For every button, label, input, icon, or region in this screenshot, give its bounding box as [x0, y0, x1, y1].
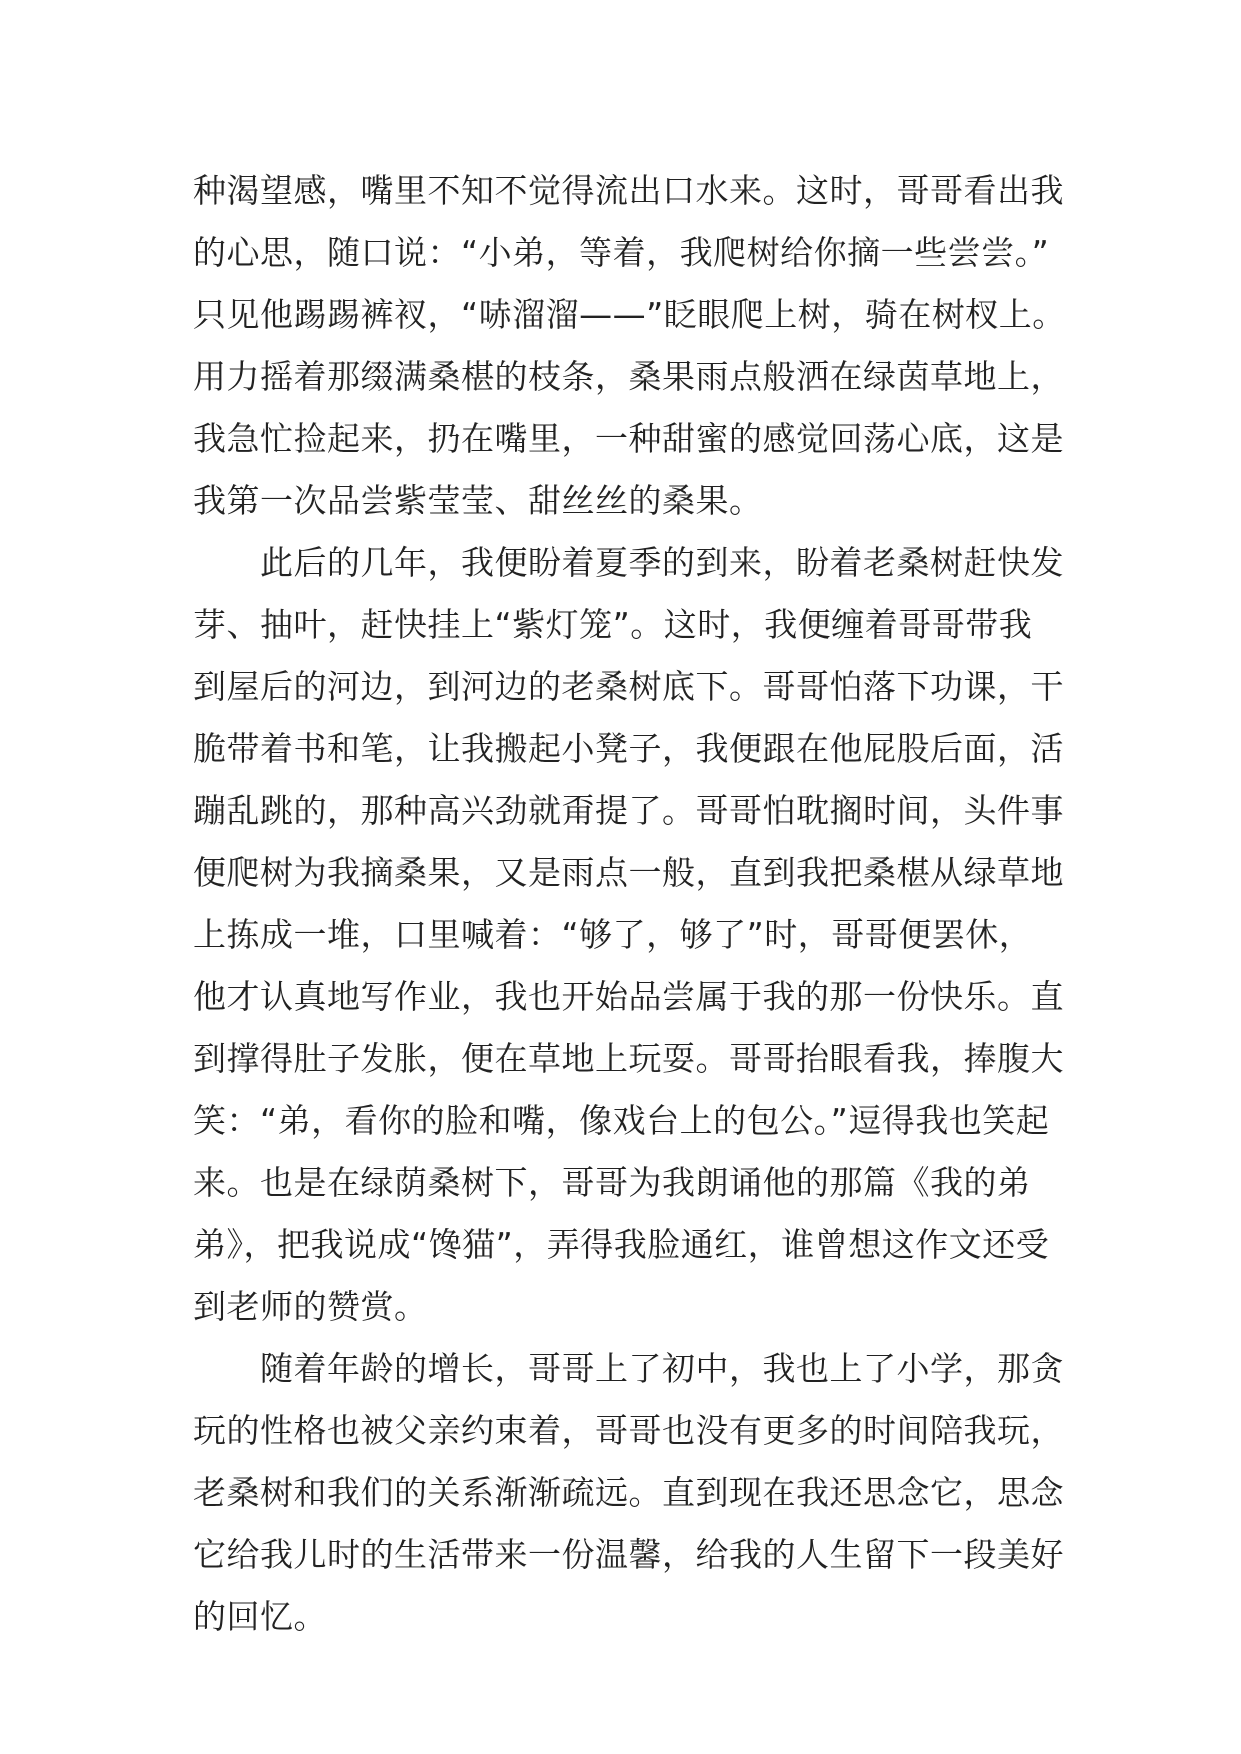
text-line: 芽、抽叶，赶快挂上“紫灯笼”。这时，我便缠着哥哥带我	[193, 605, 1033, 644]
text-line: 我急忙捡起来，扔在嘴里，一种甜蜜的感觉回荡心底，这是	[193, 419, 1064, 458]
text-line: 笑：“弟，看你的脸和嘴，像戏台上的包公。”逗得我也笑起	[193, 1101, 1050, 1140]
text-line: 到屋后的河边，到河边的老桑树底下。哥哥怕落下功课，干	[193, 667, 1064, 706]
text-line: 弟》，把我说成“馋猫”，弄得我脸通红，谁曾想这作文还受	[193, 1225, 1050, 1264]
text-line: 上拣成一堆，口里喊着：“够了，够了”时，哥哥便罢休，	[193, 915, 1033, 954]
text-line: 蹦乱跳的，那种高兴劲就甭提了。哥哥怕耽搁时间，头件事	[193, 791, 1064, 830]
text-line: 到老师的赞赏。	[193, 1287, 428, 1326]
text-line: 老桑树和我们的关系渐渐疏远。直到现在我还思念它，思念	[193, 1473, 1064, 1512]
text-line: 便爬树为我摘桑果，又是雨点一般，直到我把桑椹从绿草地	[193, 853, 1064, 892]
text-line: 他才认真地写作业，我也开始品尝属于我的那一份快乐。直	[193, 977, 1064, 1016]
text-line: 种渴望感，嘴里不知不觉得流出口水来。这时，哥哥看出我	[193, 171, 1064, 210]
text-line: 的心思，随口说：“小弟，等着，我爬树给你摘一些尝尝。”	[193, 233, 1050, 272]
body-text	[193, 160, 1073, 1648]
text-line: 只见他踢踢裤衩，“哧溜溜——”眨眼爬上树，骑在树杈上。	[193, 295, 1066, 334]
paragraph-start-line: 随着年龄的增长，哥哥上了初中，我也上了小学，那贪	[193, 1349, 1064, 1388]
text-line: 来。也是在绿荫桑树下，哥哥为我朗诵他的那篇《我的弟	[193, 1163, 1031, 1202]
text-line: 我第一次品尝紫莹莹、甜丝丝的桑果。	[193, 481, 763, 520]
text-line: 用力摇着那缀满桑椹的枝条，桑果雨点般洒在绿茵草地上，	[193, 357, 1064, 396]
text-line: 到撑得肚子发胀，便在草地上玩耍。哥哥抬眼看我，捧腹大	[193, 1039, 1064, 1078]
text-line: 玩的性格也被父亲约束着，哥哥也没有更多的时间陪我玩，	[193, 1411, 1064, 1450]
paragraph-start-line: 此后的几年，我便盼着夏季的到来，盼着老桑树赶快发	[193, 543, 1064, 582]
text-line: 脆带着书和笔，让我搬起小凳子，我便跟在他屁股后面，活	[193, 729, 1064, 768]
text-line: 它给我儿时的生活带来一份温馨，给我的人生留下一段美好	[193, 1535, 1064, 1574]
text-line: 的回忆。	[193, 1597, 327, 1636]
